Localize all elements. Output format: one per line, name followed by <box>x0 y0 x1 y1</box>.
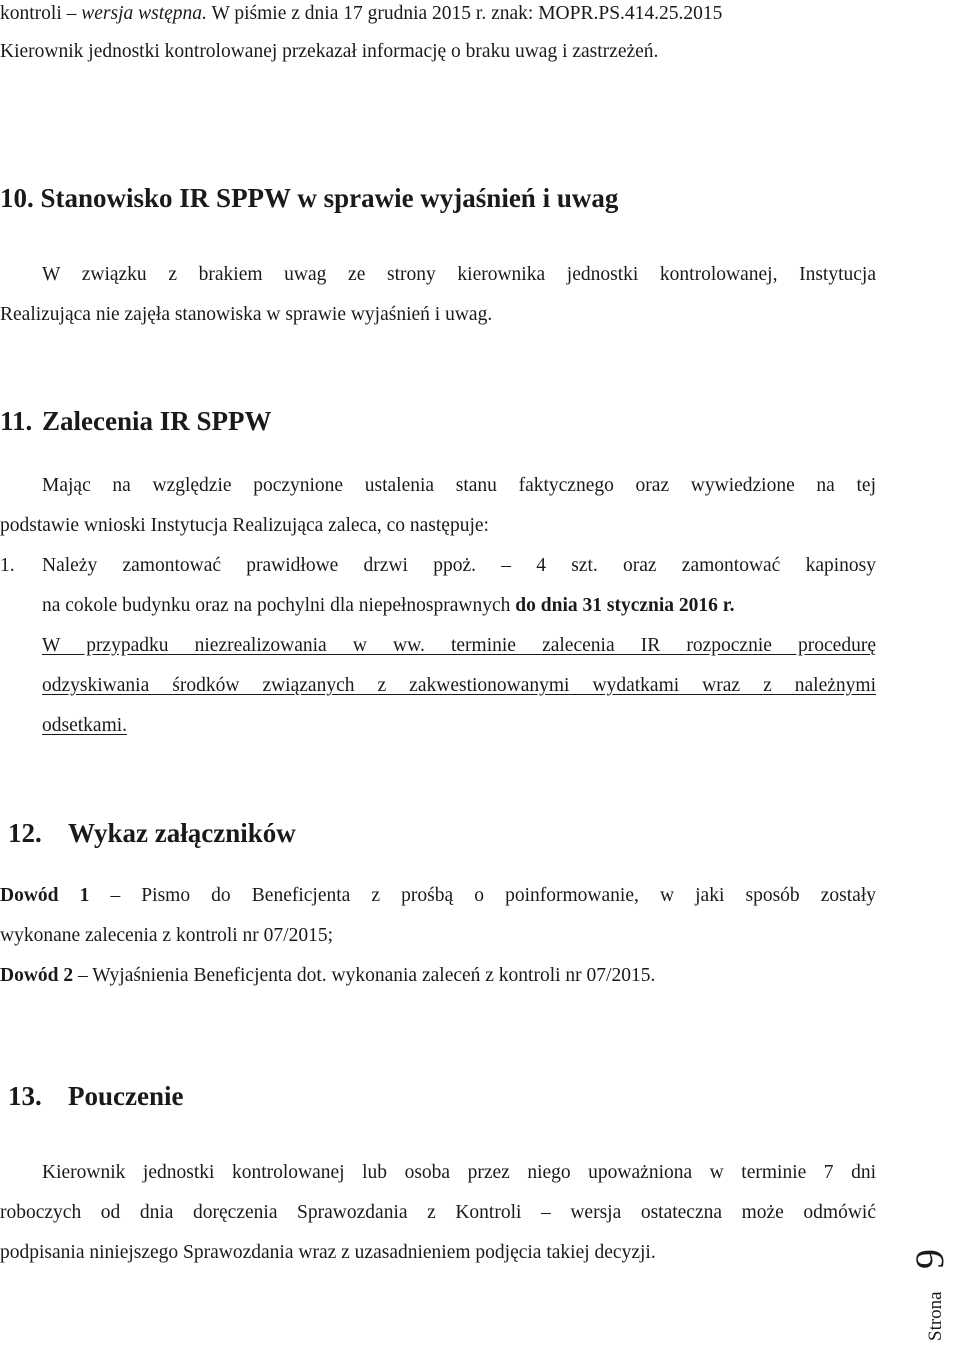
recommendation-item-line-2 <box>42 594 735 618</box>
section-11-number: 11. <box>0 406 33 436</box>
recommendation-item-line-2-text: na cokole budynku oraz na pochylni dla niepełnosprawnych <box>42 595 516 616</box>
intro-line-1-suffix: W piśmie z dnia 17 grudnia 2015 r. znak: MOPR.PS.414.25.2015 <box>206 3 723 24</box>
section-10-para-line-1: W związku z brakiem uwag ze strony kierownika jednostki kontrolowanej, Instytucja <box>42 264 876 285</box>
section-10-title: Stanowisko IR SPPW w sprawie wyjaśnień i uwag <box>40 183 619 213</box>
intro-line-1-prefix: kontroli – <box>0 3 82 24</box>
section-10-number: 10. <box>0 183 34 213</box>
evidence-1-text: – Pismo do Beneficjenta z prośbą o poinformowanie, w jaki sposób zostały <box>89 885 876 906</box>
section-12-title: Wykaz załączników <box>68 818 296 848</box>
section-13-para-line-3: podpisania niniejszego Sprawozdania wraz z uzasadnieniem podjęcia takiej decyzji. <box>0 1242 656 1263</box>
intro-line-1 <box>0 2 722 26</box>
recommendation-item-line-3: W przypadku niezrealizowania w ww. terminie zalecenia IR rozpocznie procedurę <box>42 635 876 656</box>
section-11-para-line-1: Mając na względzie poczynione ustalenia stanu faktycznego oraz wywiedzione na tej <box>42 475 876 496</box>
evidence-1-label: Dowód 1 <box>0 885 90 906</box>
section-13-para-line-1: Kierownik jednostki kontrolowanej lub osoba przez niego upoważniona w terminie 7 dni <box>42 1162 876 1183</box>
intro-line-2: Kierownik jednostki kontrolowanej przekazał informację o braku uwag i zastrzeżeń. <box>0 41 659 62</box>
section-11-heading <box>0 405 272 437</box>
recommendation-item-number: 1. <box>0 555 15 576</box>
section-13-title: Pouczenie <box>68 1081 184 1111</box>
recommendation-item-line-5: odsetkami. <box>42 715 128 736</box>
evidence-2-line-1 <box>0 964 655 988</box>
section-12-number: 12. <box>8 818 42 848</box>
section-10-heading <box>0 182 618 214</box>
section-11-para-line-2: podstawie wnioski Instytucja Realizująca zaleca, co następuje: <box>0 515 489 536</box>
section-13-number: 13. <box>8 1081 42 1111</box>
evidence-2-text: – Wyjaśnienia Beneficjenta dot. wykonania zaleceń z kontroli nr 07/2015. <box>73 965 656 986</box>
evidence-2-label: Dowód 2 <box>0 965 74 986</box>
section-13-heading <box>8 1080 183 1112</box>
section-10-para-line-2: Realizująca nie zajęła stanowiska w sprawie wyjaśnień i uwag. <box>0 304 493 325</box>
recommendation-deadline: do dnia 31 stycznia 2016 r. <box>515 595 735 616</box>
section-11-title: Zalecenia IR SPPW <box>42 406 272 436</box>
evidence-1-line-1 <box>0 884 876 908</box>
intro-line-1-italic: wersja wstępna. <box>81 3 207 24</box>
recommendation-item-line-4: odzyskiwania środków związanych z zakwestionowanymi wydatkami wraz z należnymi <box>42 675 876 696</box>
page-label: Strona <box>925 1291 946 1341</box>
page-footer <box>907 1241 954 1341</box>
section-12-heading <box>8 817 296 849</box>
section-13-para-line-2: roboczych od dnia doręczenia Sprawozdania z Kontroli – wersja ostateczna może odmówić <box>0 1202 876 1223</box>
recommendation-item-line-1: Należy zamontować prawidłowe drzwi ppoż. – 4 szt. oraz zamontować kapinosy <box>42 555 876 576</box>
page-number: 9 <box>907 1249 952 1269</box>
evidence-1-line-2: wykonane zalecenia z kontroli nr 07/2015; <box>0 925 334 946</box>
